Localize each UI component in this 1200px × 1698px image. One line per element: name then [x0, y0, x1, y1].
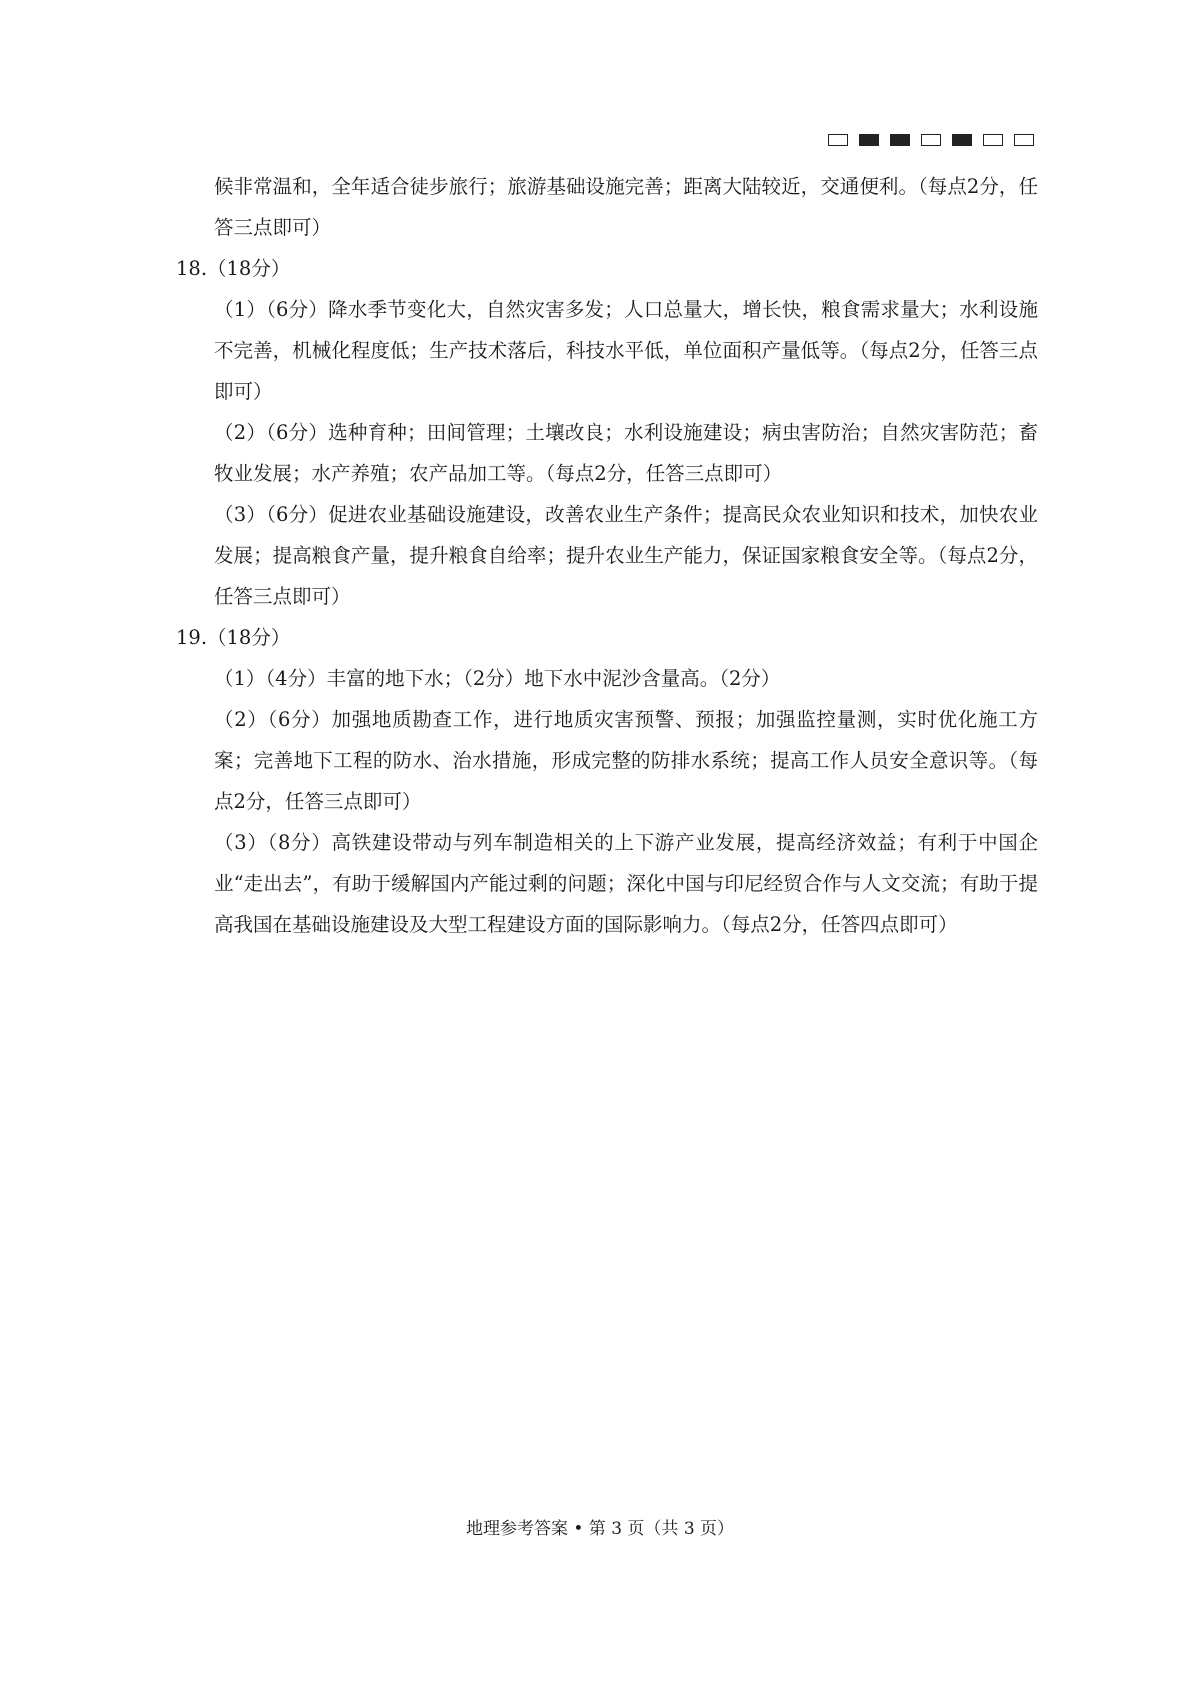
q19-part-3: （3）（8分）高铁建设带动与列车制造相关的上下游产业发展，提高经济效益；有利于中国企业“走出去”，有助于缓解国内产能过剩的问题；深化中国与印尼经贸合作与人文交流；有助于提高我国在基础设施建设及大型工程建设方面的国际影响力。（每点2分，任答四点即可） — [214, 831, 1038, 936]
question-19-heading: 19.（18分） — [176, 626, 291, 649]
marker-box-2 — [859, 134, 879, 146]
page-marker-boxes — [828, 134, 1034, 146]
page-footer: 地理参考答案 • 第 3 页（共 3 页） — [465, 1519, 735, 1539]
q18-part-2: （2）（6分）选种育种；田间管理；土壤改良；水利设施建设；病虫害防治；自然灾害防范；畜牧业发展；水产养殖；农产品加工等。（每点2分，任答三点即可） — [214, 421, 1038, 485]
answer-content — [176, 166, 1038, 945]
marker-box-7 — [1014, 134, 1034, 146]
q19-part-2: （2）（6分）加强地质勘查工作，进行地质灾害预警、预报；加强监控量测，实时优化施工方案；完善地下工程的防水、治水措施，形成完整的防排水系统；提高工作人员安全意识等。（每点2分，任答三点即可） — [214, 708, 1038, 813]
marker-box-5 — [952, 134, 972, 146]
marker-box-4 — [921, 134, 941, 146]
continued-answer: 候非常温和，全年适合徒步旅行；旅游基础设施完善；距离大陆较近，交通便利。（每点2分，任答三点即可） — [214, 175, 1038, 239]
q19-part-1: （1）（4分）丰富的地下水；（2分）地下水中泥沙含量高。（2分） — [214, 667, 781, 690]
marker-box-1 — [828, 134, 848, 146]
marker-box-6 — [983, 134, 1003, 146]
question-18-heading: 18.（18分） — [176, 257, 291, 280]
q18-part-1: （1）（6分）降水季节变化大，自然灾害多发；人口总量大，增长快，粮食需求量大；水利设施不完善，机械化程度低；生产技术落后，科技水平低，单位面积产量低等。（每点2分，任答三点即可） — [214, 298, 1038, 403]
marker-box-3 — [890, 134, 910, 146]
q18-part-3: （3）（6分）促进农业基础设施建设，改善农业生产条件；提高民众农业知识和技术，加快农业发展；提高粮食产量，提升粮食自给率；提升农业生产能力，保证国家粮食安全等。（每点2分，任答三点即可） — [214, 503, 1038, 608]
